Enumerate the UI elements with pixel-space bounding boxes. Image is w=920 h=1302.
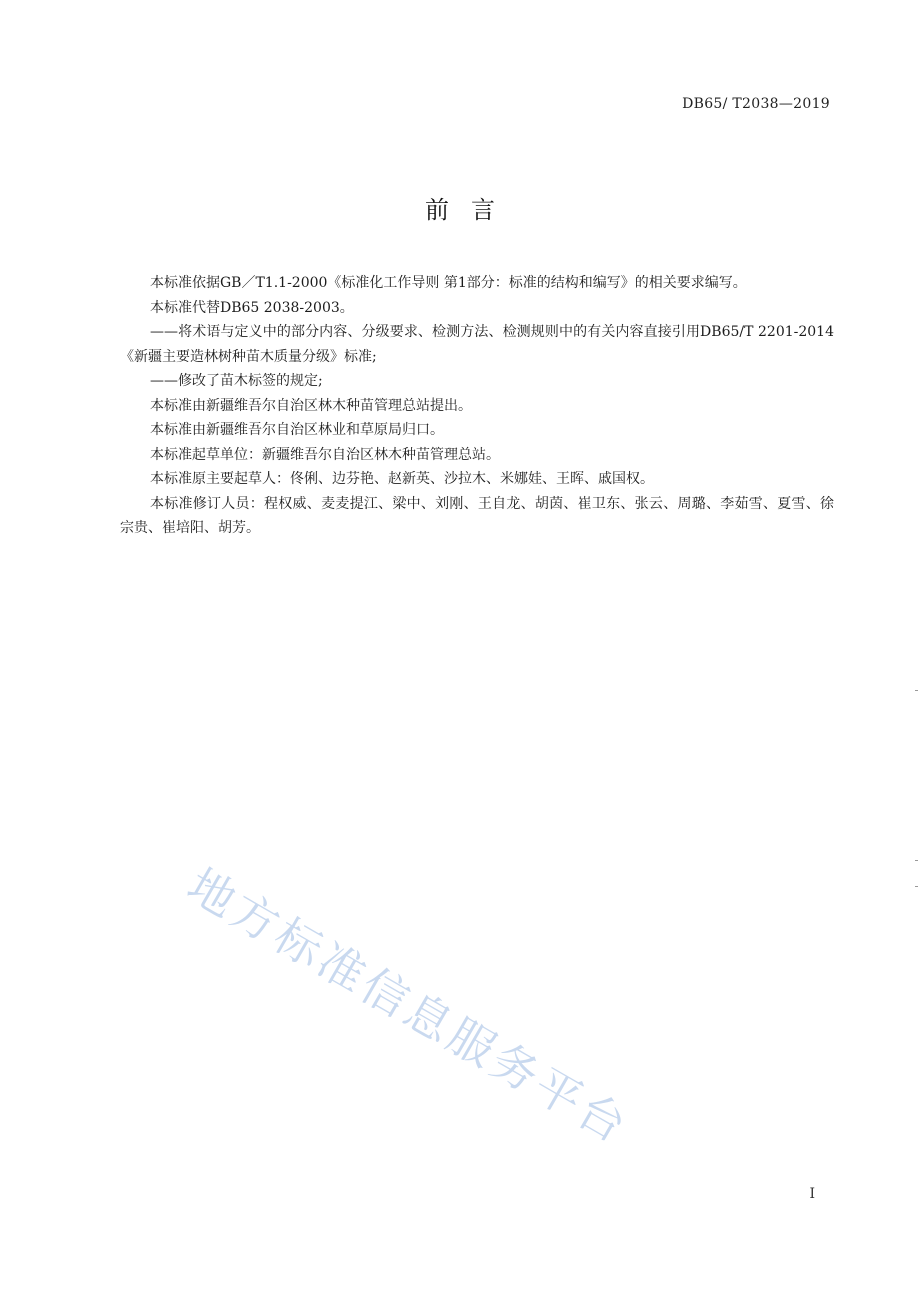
- foreword-body: [120, 271, 834, 541]
- paragraph-change-2: ——修改了苗木标签的规定;: [150, 373, 323, 389]
- paragraph-proposed-by: 本标准由新疆维吾尔自治区林木种苗管理总站提出。: [150, 397, 472, 414]
- scan-edge-mark: [915, 886, 918, 887]
- paragraph-administered-by: 本标准由新疆维吾尔自治区林业和草原局归口。: [150, 422, 444, 438]
- page-number: I: [809, 1186, 815, 1202]
- paragraph-original-drafters: 本标准原主要起草人：佟俐、边芬艳、赵新英、沙拉木、米娜娃、王晖、戚国权。: [150, 471, 654, 487]
- scan-edge-mark: [915, 860, 918, 861]
- paragraph-basis: 本标准依据GB／T1.1-2000《标准化工作导则 第1部分：标准的结构和编写》的相关要求编写。: [150, 275, 747, 291]
- scan-edge-mark: [915, 690, 918, 691]
- page-title: 前言: [425, 196, 517, 224]
- document-code: DB65/ T2038—2019: [682, 96, 830, 112]
- watermark: 地方标准信息服务平台: [178, 857, 639, 1155]
- paragraph-change-1: ——将术语与定义中的部分内容、分级要求、检测方法、检测规则中的有关内容直接引用DB65/T 2201-2014《新疆主要造林树种苗木质量分级》标准;: [120, 324, 834, 365]
- paragraph-revisers: 本标准修订人员：程权威、麦麦提江、梁中、刘刚、王自龙、胡茵、崔卫东、张云、周璐、李茹雪、夏雪、徐宗贵、崔培阳、胡芳。: [120, 495, 834, 536]
- paragraph-drafting-unit: 本标准起草单位：新疆维吾尔自治区林木种苗管理总站。: [150, 446, 500, 463]
- paragraph-replaces: 本标准代替DB65 2038-2003。: [150, 299, 354, 316]
